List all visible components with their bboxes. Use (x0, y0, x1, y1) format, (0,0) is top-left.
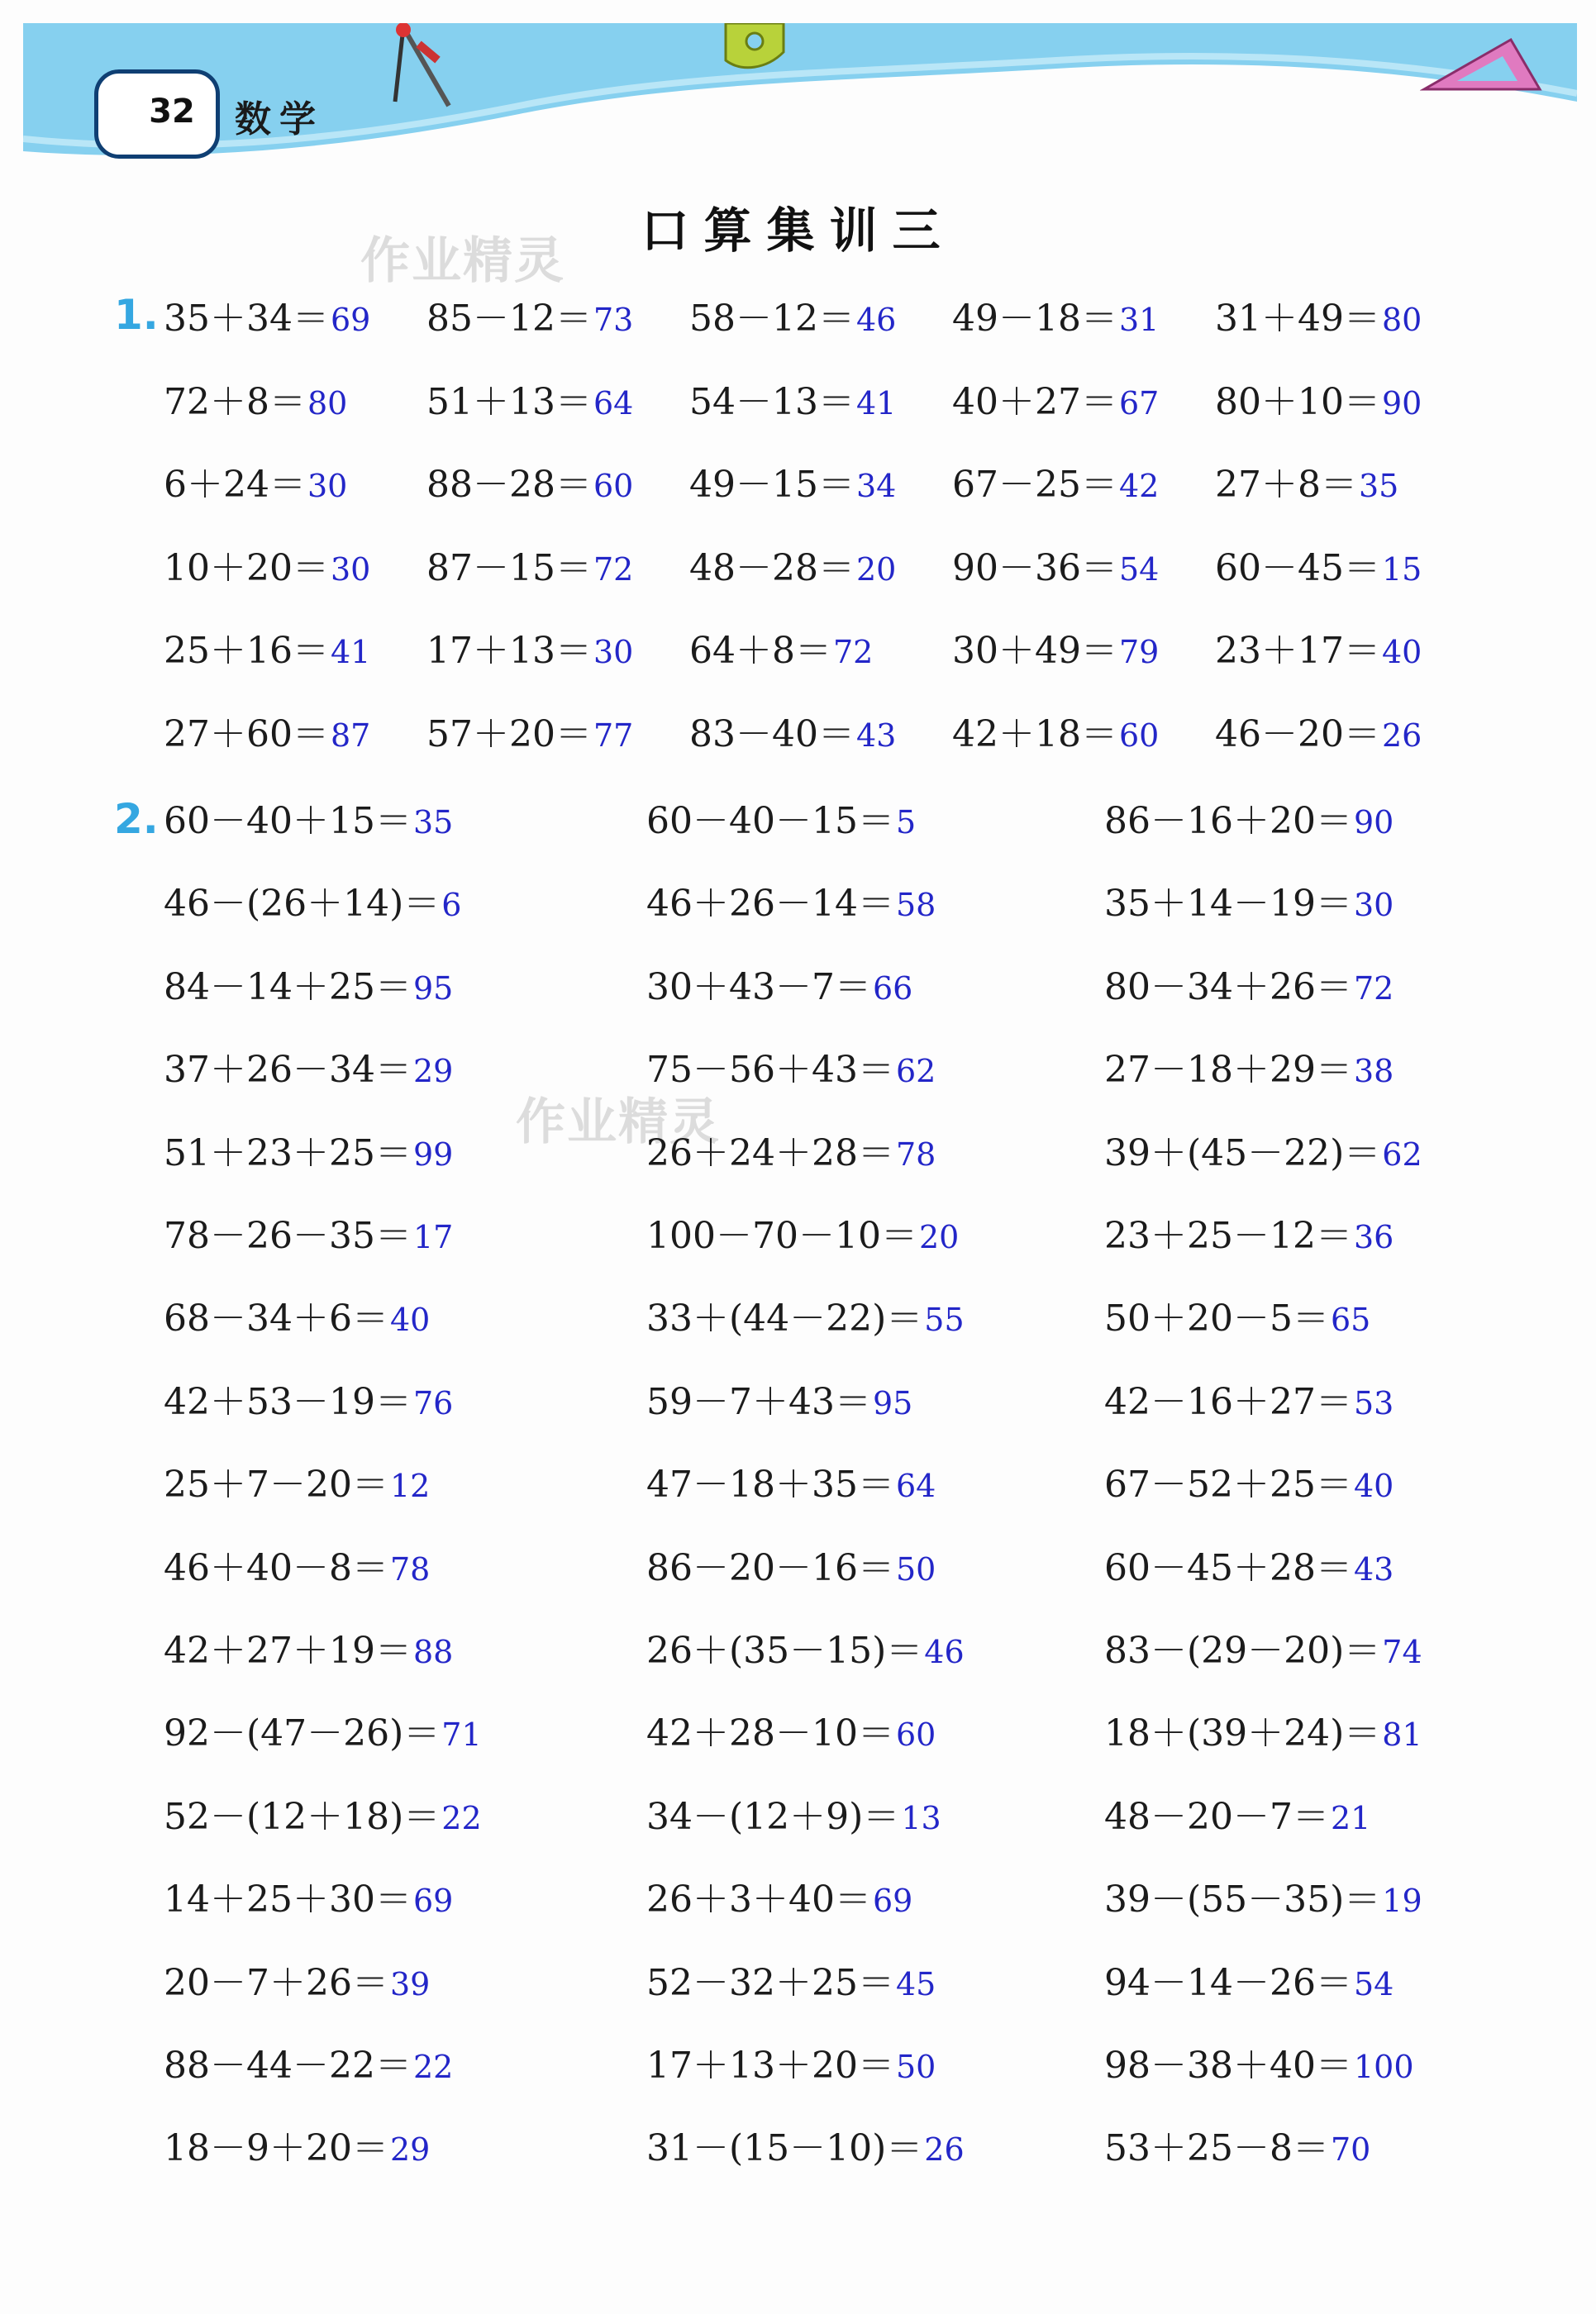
problem (1104, 1630, 1422, 1674)
problem (689, 381, 896, 425)
problem-expression: 60－45＋28＝ (1104, 1546, 1352, 1589)
problem (646, 1547, 936, 1591)
problem (164, 1712, 482, 1756)
section-1-number: 1. (114, 291, 159, 339)
problem-expression: 48－20－7＝ (1104, 1795, 1329, 1838)
problem-answer: 45 (895, 1965, 936, 2002)
problem-expression: 98－38＋40＝ (1104, 2045, 1352, 2087)
problem-expression: 42＋18＝ (952, 712, 1117, 755)
problem-answer: 26 (924, 2131, 965, 2169)
problem-expression: 50＋20－5＝ (1104, 1297, 1329, 1340)
problem (164, 1547, 430, 1591)
problem-answer: 30 (330, 550, 371, 588)
problem-answer: 54 (1118, 550, 1160, 588)
problem-answer: 54 (1353, 1965, 1394, 2002)
problem-expression: 10＋20＝ (164, 546, 329, 589)
problem (952, 713, 1159, 757)
problem-expression: 23＋25－12＝ (1104, 1215, 1352, 1257)
problem-answer: 30 (307, 468, 348, 504)
problem-answer: 12 (389, 1468, 431, 1505)
problem-answer: 64 (593, 384, 634, 421)
problem (426, 547, 633, 591)
problem-answer: 40 (389, 1302, 431, 1339)
problem-answer: 77 (593, 717, 634, 754)
problem (1104, 1878, 1422, 1922)
problem-expression: 94－14－26＝ (1104, 1961, 1352, 2004)
subject-label: 数学 (235, 98, 324, 140)
problem-answer: 80 (307, 384, 348, 421)
problem (164, 630, 370, 674)
problem-answer: 67 (1118, 384, 1160, 421)
problem-answer: 60 (593, 468, 634, 504)
page-title: 口算集训三 (641, 202, 955, 259)
problem-expression: 92－(47－26)＝ (164, 1712, 441, 1755)
problem-answer: 6 (441, 887, 462, 924)
problem-expression: 18－9＋20＝ (164, 2127, 388, 2170)
problem-expression: 72＋8＝ (164, 380, 306, 423)
problem-expression: 23＋17＝ (1215, 630, 1380, 672)
problem (164, 1630, 453, 1674)
problem-answer: 65 (1330, 1302, 1371, 1339)
problem-answer: 95 (872, 1384, 913, 1421)
problem (646, 1297, 965, 1341)
problem-answer: 41 (855, 384, 897, 421)
problem-answer: 60 (1118, 717, 1160, 754)
problem-expression: 86－20－16＝ (646, 1546, 894, 1589)
problem-expression: 30＋43－7＝ (646, 965, 871, 1008)
problem-expression: 88－28＝ (426, 464, 592, 506)
problem-expression: 46＋40－8＝ (164, 1546, 388, 1589)
problem-expression: 25＋16＝ (164, 630, 329, 672)
problem-answer: 30 (593, 634, 634, 670)
problem-answer: 39 (389, 1965, 431, 2002)
problem-expression: 42＋27＋19＝ (164, 1630, 412, 1672)
problem-expression: 14＋25＋30＝ (164, 1878, 412, 1921)
problem-answer: 35 (412, 804, 454, 840)
problem-answer: 15 (1381, 550, 1422, 588)
problem (426, 464, 633, 507)
problem (646, 2045, 936, 2088)
problem-answer: 46 (855, 302, 897, 338)
problem (689, 630, 873, 674)
problem (426, 713, 633, 757)
problem (164, 2127, 430, 2171)
problem (646, 2127, 965, 2171)
problem (164, 381, 347, 425)
problem-answer: 26 (1381, 717, 1422, 754)
problem-answer: 73 (593, 302, 634, 338)
problem (1104, 1712, 1422, 1756)
problem-answer: 69 (872, 1883, 913, 1920)
problem-answer: 30 (1353, 887, 1394, 924)
problem-answer: 87 (330, 717, 371, 754)
problem (1104, 1381, 1394, 1425)
problem-expression: 39＋(45－22)＝ (1104, 1131, 1381, 1174)
problem-expression: 58－12＝ (689, 298, 855, 340)
set-square-icon (1420, 31, 1544, 98)
problem-answer: 19 (1382, 1883, 1422, 1920)
problem-expression: 67－52＋25＝ (1104, 1464, 1352, 1507)
problem-expression: 83－40＝ (689, 712, 855, 755)
problem (1104, 1547, 1394, 1591)
problem (1104, 1297, 1370, 1341)
problem-expression: 39－(55－35)＝ (1104, 1878, 1381, 1921)
problem-answer: 40 (1381, 634, 1422, 670)
problem-expression: 51＋13＝ (426, 380, 592, 423)
problem-expression: 49－18＝ (952, 298, 1117, 340)
problem-expression: 60－40－15＝ (646, 800, 894, 842)
section-2-number: 2. (114, 795, 159, 843)
problem-answer: 46 (924, 1634, 965, 1670)
problem-expression: 64＋8＝ (689, 630, 831, 672)
problem (646, 800, 916, 844)
problem-expression: 75－56＋43＝ (646, 1049, 894, 1092)
problem-expression: 60－40＋15＝ (164, 800, 412, 842)
problem (646, 1962, 936, 2006)
problem (646, 966, 912, 1010)
problem (1104, 2045, 1414, 2088)
problem-expression: 57＋20＝ (426, 712, 592, 755)
problem-expression: 52－(12＋18)＝ (164, 1795, 441, 1838)
problem (646, 883, 936, 926)
problem (1104, 883, 1394, 926)
problem-answer: 42 (1118, 468, 1160, 504)
problem-expression: 46－(26＋14)＝ (164, 883, 441, 926)
problem (952, 298, 1159, 341)
problem-answer: 38 (1353, 1053, 1394, 1090)
problem (164, 1049, 453, 1093)
problem-answer: 50 (895, 1550, 936, 1588)
problem-answer: 29 (389, 2131, 431, 2169)
problem-answer: 34 (855, 468, 897, 504)
problem-answer: 80 (1381, 302, 1422, 338)
problem-answer: 20 (855, 550, 897, 588)
page-number: 32 (149, 93, 195, 131)
problem-answer: 17 (412, 1219, 454, 1255)
watermark: 作业精灵 (516, 1093, 721, 1151)
problem-answer: 69 (412, 1883, 454, 1920)
problem (646, 1630, 965, 1674)
problem-expression: 31－(15－10)＝ (646, 2127, 923, 2170)
problem-expression: 52－32＋25＝ (646, 1961, 894, 2004)
problem-expression: 35＋34＝ (164, 298, 329, 340)
problem-expression: 30＋49＝ (952, 630, 1117, 672)
problem-answer: 78 (895, 1136, 936, 1173)
problem-expression: 68－34＋6＝ (164, 1297, 388, 1340)
problem (1215, 464, 1398, 507)
problem-expression: 18＋(39＋24)＝ (1104, 1712, 1381, 1755)
problem-expression: 54－13＝ (689, 380, 855, 423)
problem (164, 1381, 453, 1425)
problem (1215, 381, 1422, 425)
problem-expression: 40＋27＝ (952, 380, 1117, 423)
problem-expression: 27＋60＝ (164, 712, 329, 755)
problem-answer: 99 (412, 1136, 454, 1173)
problem-expression: 80－34＋26＝ (1104, 965, 1352, 1008)
problem (689, 298, 896, 341)
problem (1215, 547, 1422, 591)
problem-answer: 95 (412, 969, 454, 1007)
problem (1104, 2127, 1370, 2171)
problem-answer: 55 (924, 1302, 965, 1339)
problem-expression: 42＋28－10＝ (646, 1712, 894, 1755)
problem (1104, 1962, 1394, 2006)
problem (426, 298, 633, 341)
problem (426, 630, 633, 674)
problem-answer: 43 (855, 717, 897, 754)
problem (164, 464, 347, 507)
problem (1104, 1132, 1422, 1176)
problem-answer: 22 (441, 1799, 482, 1836)
problem-expression: 86－16＋20＝ (1104, 800, 1352, 842)
problem (646, 1464, 936, 1507)
problem (1104, 966, 1394, 1010)
problem-answer: 72 (593, 550, 634, 588)
problem-expression: 46－20＝ (1215, 712, 1380, 755)
problem-answer: 5 (895, 804, 917, 840)
problem (689, 547, 896, 591)
problem-expression: 27－18＋29＝ (1104, 1049, 1352, 1092)
problem (164, 547, 370, 591)
problem-expression: 67－25＝ (952, 464, 1117, 506)
problem (164, 1464, 430, 1507)
problem (164, 2045, 453, 2088)
problem-answer: 21 (1330, 1799, 1371, 1836)
problem-expression: 26＋24＋28＝ (646, 1131, 894, 1174)
problem-answer: 13 (901, 1799, 941, 1836)
problem-answer: 70 (1330, 2131, 1371, 2169)
problem-expression: 84－14＋25＝ (164, 965, 412, 1008)
problem (689, 464, 896, 507)
problem-answer: 88 (412, 1634, 454, 1670)
problem-expression: 46＋26－14＝ (646, 883, 894, 926)
problem-answer: 35 (1358, 468, 1399, 504)
problem-answer: 60 (895, 1716, 936, 1754)
problem-answer: 31 (1118, 302, 1160, 338)
problem (1215, 298, 1422, 341)
problem-answer: 58 (895, 887, 936, 924)
problem-answer: 79 (1118, 634, 1160, 670)
problem (1104, 1464, 1394, 1507)
problem-expression: 20－7＋26＝ (164, 1961, 388, 2004)
problem-expression: 51＋23＋25＝ (164, 1131, 412, 1174)
problem (646, 1381, 912, 1425)
problem (646, 1878, 912, 1922)
problem (164, 1132, 453, 1176)
problem-expression: 60－45＝ (1215, 546, 1380, 589)
problem-answer: 50 (895, 2049, 936, 2085)
problem (164, 298, 370, 341)
compass-icon (370, 23, 469, 114)
problem-answer: 90 (1381, 384, 1422, 421)
problem-expression: 48－28＝ (689, 546, 855, 589)
problem (164, 966, 453, 1010)
problem-expression: 100－70－10＝ (646, 1215, 917, 1257)
problem-expression: 27＋8＝ (1215, 464, 1357, 506)
problem-expression: 88－44－22＝ (164, 2045, 412, 2087)
problem (952, 464, 1159, 507)
problem (1104, 1796, 1370, 1840)
problem-answer: 41 (330, 634, 371, 670)
problem (1104, 800, 1394, 844)
problem-expression: 26＋3＋40＝ (646, 1878, 871, 1921)
problem-answer: 81 (1382, 1716, 1422, 1754)
problem-answer: 22 (412, 2049, 454, 2085)
problem (689, 713, 896, 757)
problem-answer: 40 (1353, 1468, 1394, 1505)
problem-answer: 62 (1382, 1136, 1422, 1173)
problem (164, 1796, 482, 1840)
problem-expression: 26＋(35－15)＝ (646, 1630, 923, 1672)
problem-expression: 87－15＝ (426, 546, 592, 589)
problem-expression: 90－36＝ (952, 546, 1117, 589)
watermark: 作业精灵 (360, 232, 565, 290)
problem (646, 1049, 936, 1093)
problem-answer: 20 (918, 1219, 960, 1255)
problem (1215, 630, 1422, 674)
problem-expression: 34－(12＋9)＝ (646, 1795, 900, 1838)
problem-answer: 100 (1353, 2049, 1414, 2085)
protractor-icon (717, 23, 792, 73)
problem (952, 630, 1159, 674)
problem (646, 1712, 936, 1756)
problem-answer: 62 (895, 1053, 936, 1090)
problem (164, 1878, 453, 1922)
problem-answer: 36 (1353, 1219, 1394, 1255)
problem (164, 713, 370, 757)
problem (164, 883, 461, 926)
problem-expression: 17＋13＋20＝ (646, 2045, 894, 2087)
problem-expression: 31＋49＝ (1215, 298, 1380, 340)
problem-expression: 42＋53－19＝ (164, 1380, 412, 1423)
problem (426, 381, 633, 425)
problem (1215, 713, 1422, 757)
problem-answer: 69 (330, 302, 371, 338)
problem (646, 1132, 936, 1176)
problem (646, 1215, 959, 1259)
problem-answer: 71 (441, 1716, 482, 1754)
problem (164, 1215, 453, 1259)
problem-expression: 33＋(44－22)＝ (646, 1297, 923, 1340)
problem-expression: 85－12＝ (426, 298, 592, 340)
problem-expression: 83－(29－20)＝ (1104, 1630, 1381, 1672)
problem-expression: 78－26－35＝ (164, 1215, 412, 1257)
problem-expression: 6＋24＝ (164, 464, 306, 506)
problem-answer: 72 (832, 634, 874, 670)
problem-expression: 37＋26－34＝ (164, 1049, 412, 1092)
problem-expression: 80＋10＝ (1215, 380, 1380, 423)
problem-expression: 47－18＋35＝ (646, 1464, 894, 1507)
problem (1104, 1049, 1394, 1093)
problem (164, 1962, 430, 2006)
problem (1104, 1215, 1394, 1259)
problem-expression: 17＋13＝ (426, 630, 592, 672)
problem-expression: 53＋25－8＝ (1104, 2127, 1329, 2170)
problem-answer: 74 (1382, 1634, 1422, 1670)
problem-expression: 59－7＋43＝ (646, 1380, 871, 1423)
problem (646, 1796, 941, 1840)
problem (952, 547, 1159, 591)
problem-answer: 53 (1353, 1384, 1394, 1421)
problem-answer: 29 (412, 1053, 454, 1090)
problem-answer: 66 (872, 969, 913, 1007)
problem-expression: 25＋7－20＝ (164, 1464, 388, 1507)
problem-expression: 49－15＝ (689, 464, 855, 506)
problem-answer: 76 (412, 1384, 454, 1421)
problem (164, 1297, 430, 1341)
problem-answer: 90 (1353, 804, 1394, 840)
problem (164, 800, 453, 844)
problem-answer: 43 (1353, 1550, 1394, 1588)
problem-answer: 64 (895, 1468, 936, 1505)
problem-answer: 78 (389, 1550, 431, 1588)
problem-answer: 72 (1353, 969, 1394, 1007)
problem-expression: 42－16＋27＝ (1104, 1380, 1352, 1423)
problem-expression: 35＋14－19＝ (1104, 883, 1352, 926)
problem (952, 381, 1159, 425)
